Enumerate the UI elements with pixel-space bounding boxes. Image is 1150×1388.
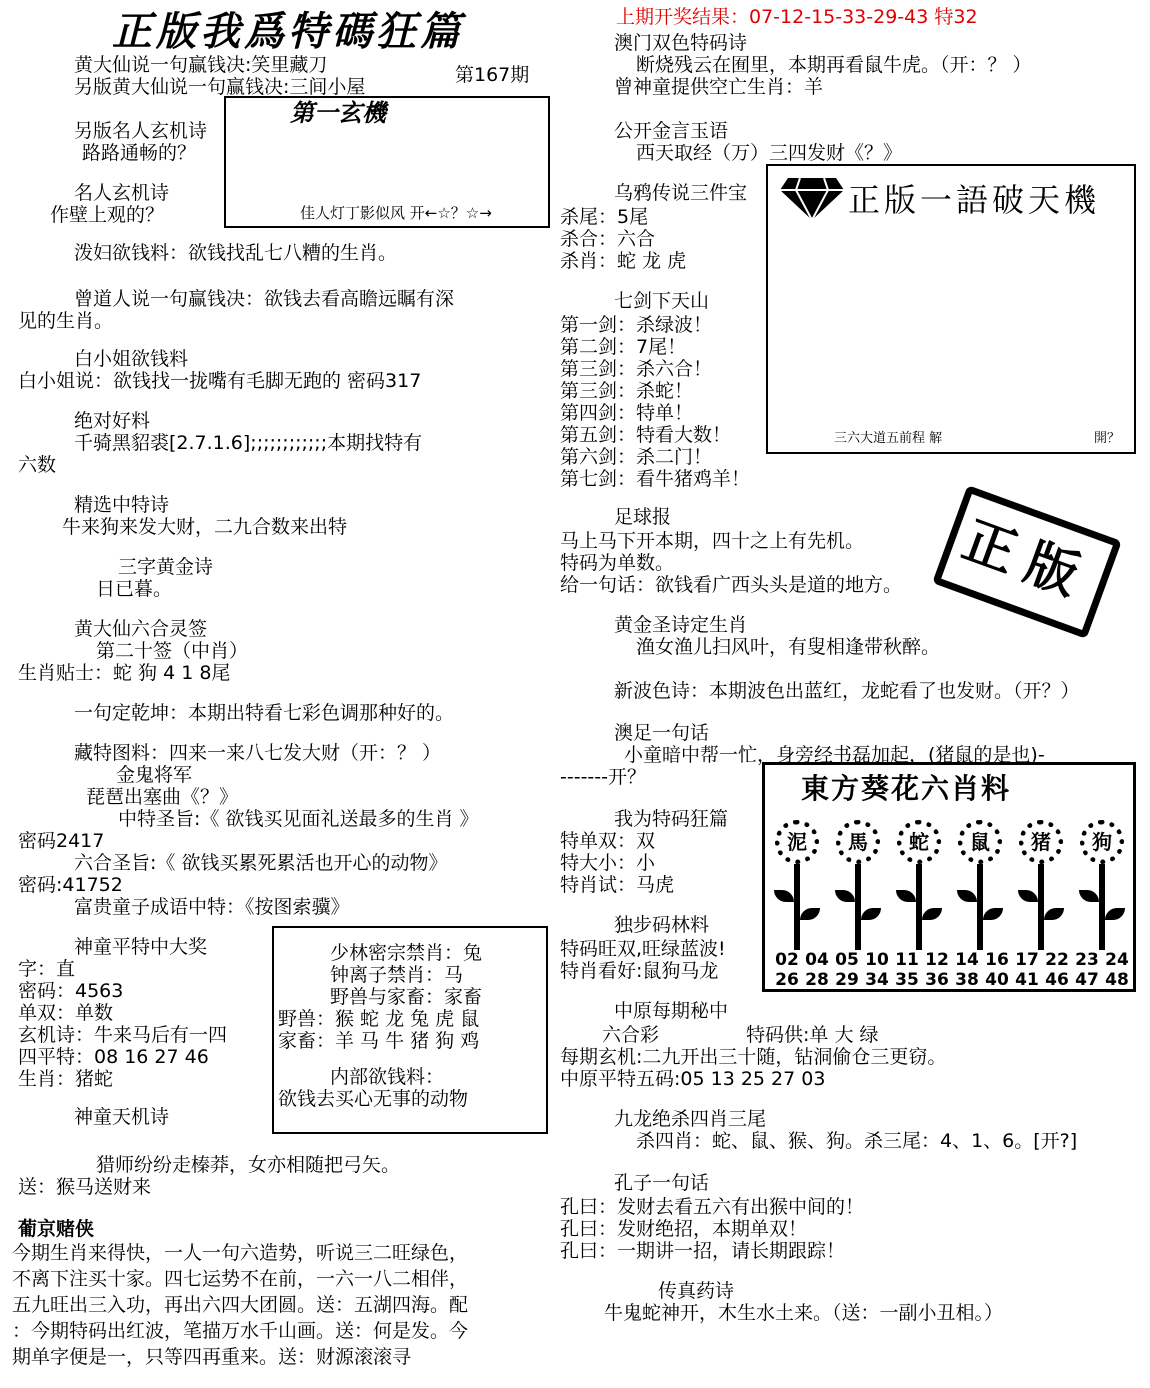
yiyu-box (766, 164, 1136, 454)
page-title: 正版我爲特碼狂篇 (112, 8, 464, 55)
right-line: 每期玄机:二九开出三十随，钻洞偷仓三更窃。 (560, 1046, 947, 1068)
number: 47 (1075, 970, 1099, 990)
shaolin-line: 欲钱去买心无事的动物 (278, 1088, 469, 1110)
right-line: 给一句话：欲钱看广西头头是道的地方。 (560, 574, 903, 596)
right-line: 七剑下天山 (614, 290, 710, 312)
number: 41 (1015, 970, 1039, 990)
right-line: 杀尾：5尾 (560, 206, 649, 228)
right-line: 新波色诗：本期波色出蓝红，龙蛇看了也发财。（开？） (614, 680, 1080, 702)
number: 22 (1045, 950, 1069, 970)
sunflower-icon: 馬 (836, 820, 880, 864)
right-line: 马上马下开本期，四十之上有先机。 (560, 530, 865, 552)
left-line: 金鬼将军 (116, 764, 193, 786)
right-line: 中原平特五码:05 13 25 27 03 (560, 1068, 826, 1090)
right-line: 澳足一句话 (614, 722, 710, 744)
left-line: 名人玄机诗 (74, 182, 170, 204)
left-line: 绝对好料 (74, 410, 151, 432)
yiyu-title: 正版一語破天機 (848, 181, 1101, 219)
right-line: 足球报 (614, 506, 672, 528)
left-line: 生肖：猪蛇 (18, 1068, 114, 1090)
right-line: 孔曰：发财去看五六有出猴中间的！ (560, 1196, 865, 1218)
number: 38 (955, 970, 979, 990)
xuanji-title: 第一玄機 (290, 99, 386, 127)
right-line: 特码为单数。 (560, 552, 675, 574)
flower-row (768, 820, 1132, 950)
left-line: 另版名人玄机诗 (74, 120, 208, 142)
right-line: 孔曰：发财绝招，本期单双！ (560, 1218, 808, 1240)
left-line: 五九旺出三入功，再出六四大团圆。送：五湖四海。配 (12, 1294, 469, 1316)
right-line: 第七剑：看牛猪鸡羊！ (560, 468, 751, 490)
left-line: 密码:41752 (18, 874, 123, 896)
left-line: 另版黄大仙说一句赢钱决:三间小屋 (74, 76, 366, 98)
zhengban-stamp: 正版 (932, 485, 1122, 639)
last-result: 上期开奖结果：07-12-15-33-29-43 特32 (616, 6, 978, 28)
right-line: 渔女渔儿扫风叶，有叟相逢带秋醉。 (636, 636, 941, 658)
number: 40 (985, 970, 1009, 990)
left-line: 一句定乾坤：本期出特看七彩色调那种好的。 (74, 702, 455, 724)
right-line: 中原每期秘中 (614, 1000, 729, 1022)
right-line: 特码供:单 大 绿 (746, 1024, 879, 1046)
left-line: 见的生肖。 (18, 310, 114, 332)
number: 46 (1045, 970, 1069, 990)
left-line: 期单字便是一，只等四再重来。送：财源滚滚寻 (12, 1346, 412, 1368)
left-line: 单双：单数 (18, 1002, 114, 1024)
right-line: -------开？ (560, 766, 646, 788)
right-line: 杀肖：蛇 龙 虎 (560, 250, 687, 272)
right-line: 特肖看好:鼠狗马龙 (560, 960, 719, 982)
right-line: 特肖试：马虎 (560, 874, 675, 896)
number: 17 (1015, 950, 1039, 970)
sunflower-icon: 蛇 (897, 820, 941, 864)
left-line: 不离下注买十家。四七运势不在前，一六一八二相伴， (12, 1268, 469, 1290)
diamond-icon (778, 176, 846, 222)
right-line: 第五剑：特看大数！ (560, 424, 732, 446)
left-line: 第二十签（中肖） (96, 640, 249, 662)
left-line: 葡京赌侠 (18, 1218, 95, 1240)
right-line: 第一剑：杀绿波！ (560, 314, 713, 336)
numbers-row-1 (772, 950, 1132, 970)
left-line: 神童天机诗 (74, 1106, 170, 1128)
issue-number: 第167期 (455, 64, 530, 86)
right-line: 第三剑：杀六合！ (560, 358, 713, 380)
shaolin-line: 少林密宗禁肖：兔 (330, 942, 483, 964)
left-line: 六合圣旨:《 欲钱买累死累活也开心的动物》 (74, 852, 448, 874)
number: 02 (775, 950, 799, 970)
right-line: 小童暗中帮一忙，身旁经书磊加起，(猪鼠的是也)- (624, 744, 1045, 766)
right-line: 断烧残云在囿里，本期再看鼠牛虎。（开：？ ） (636, 54, 1032, 76)
sunflower-icon: 泥 (775, 820, 819, 864)
left-line: ：今期特码出红波，笔描万水千山画。送：何是发。今 (12, 1320, 469, 1342)
right-line: 公开金言玉语 (614, 120, 729, 142)
left-line: 四平特：08 16 27 46 (18, 1046, 209, 1068)
right-line: 第六剑：杀二门！ (560, 446, 713, 468)
shaolin-box (272, 926, 548, 1134)
number: 14 (955, 950, 979, 970)
yiyu-footer-right: 開？ (1094, 431, 1121, 446)
right-line: 曾神童提供空亡生肖：羊 (614, 76, 824, 98)
number: 05 (835, 950, 859, 970)
number: 23 (1075, 950, 1099, 970)
right-line: 第三剑：杀蛇！ (560, 380, 694, 402)
left-line: 玄机诗：牛来马后有一四 (18, 1024, 228, 1046)
left-line: 路路通畅的？ (82, 142, 197, 164)
left-line: 牛来狗来发大财，二九合数来出特 (62, 516, 348, 538)
left-line: 中特圣旨:《 欲钱买见面礼送最多的生肖 》 (118, 808, 479, 830)
right-line: 六合彩 (602, 1024, 660, 1046)
right-line: 独步码林料 (614, 914, 710, 936)
left-line: 曾道人说一句赢钱决：欲钱去看高瞻远瞩有深 (74, 288, 455, 310)
left-line: 琵琶出塞曲《？》 (86, 786, 239, 808)
left-line: 黄大仙六合灵签 (74, 618, 208, 640)
right-line: 孔子一句话 (614, 1172, 710, 1194)
left-line: 密码：4563 (18, 980, 124, 1002)
left-line: 生肖贴士：蛇 狗 4 1 8尾 (18, 662, 231, 684)
right-line: 牛鬼蛇神开，木生水土来。（送：一副小丑相。） (604, 1302, 1004, 1324)
right-line: 九龙绝杀四肖三尾 (614, 1108, 767, 1130)
right-line: 特单双：双 (560, 830, 656, 852)
left-line: 精选中特诗 (74, 494, 170, 516)
shaolin-line: 钟离子禁肖：马 (330, 964, 464, 986)
right-line: 我为特码狂篇 (614, 808, 729, 830)
number: 48 (1105, 970, 1129, 990)
xuanji-box (224, 96, 550, 228)
right-line: 第四剑：特单！ (560, 402, 694, 424)
sunflower-icon: 猪 (1019, 820, 1063, 864)
right-line: 传真药诗 (658, 1280, 735, 1302)
left-line: 神童平特中大奖 (74, 936, 208, 958)
left-line: 富贵童子成语中特：《按图索骥》 (74, 896, 350, 918)
left-line: 白小姐欲钱料 (74, 348, 189, 370)
left-line: 黄大仙说一句赢钱决:笑里藏刀 (74, 54, 328, 76)
shaolin-line: 内部欲钱料： (330, 1066, 445, 1088)
number: 34 (865, 970, 889, 990)
left-line: 送：猴马送财来 (18, 1176, 152, 1198)
left-line: 作壁上观的？ (50, 204, 165, 226)
sunflower-icon: 狗 (1080, 820, 1124, 864)
left-line: 猎师纷纷走榛莽，女亦相随把弓矢。 (96, 1154, 401, 1176)
shaolin-line: 野兽：猴 蛇 龙 兔 虎 鼠 (278, 1008, 480, 1030)
number: 04 (805, 950, 829, 970)
right-line: 特大小：小 (560, 852, 656, 874)
shaolin-line: 野兽与家畜：家畜 (330, 986, 483, 1008)
number: 26 (775, 970, 799, 990)
number: 28 (805, 970, 829, 990)
number: 12 (925, 950, 949, 970)
number: 36 (925, 970, 949, 990)
right-line: 第二剑：7尾！ (560, 336, 687, 358)
left-line: 泼妇欲钱料：欲钱找乱七八糟的生肖。 (74, 242, 398, 264)
right-line: 孔曰：一期讲一招，请长期跟踪！ (560, 1240, 846, 1262)
kuihua-numbers (772, 950, 1132, 990)
number: 10 (865, 950, 889, 970)
right-line: 澳门双色特码诗 (614, 32, 748, 54)
right-line: 西天取经（万）三四发财《？》 (636, 142, 903, 164)
number: 29 (835, 970, 859, 990)
number: 11 (895, 950, 919, 970)
left-line: 密码2417 (18, 830, 105, 852)
left-line: 白小姐说：欲钱找一拢嘴有毛脚无跑的 密码317 (18, 370, 422, 392)
right-line: 黄金圣诗定生肖 (614, 614, 748, 636)
right-line: 杀四肖：蛇、鼠、猴、狗。杀三尾：4、1、6。[开?] (636, 1130, 1078, 1152)
numbers-row-2 (772, 970, 1132, 990)
left-line: 字：直 (18, 958, 76, 980)
number: 16 (985, 950, 1009, 970)
sunflower-icon: 鼠 (958, 820, 1002, 864)
shaolin-line: 家畜：羊 马 牛 猪 狗 鸡 (278, 1030, 480, 1052)
left-line: 六数 (18, 454, 57, 476)
left-line: 今期生肖来得快，一人一句六造势，听说三二旺绿色， (12, 1242, 469, 1264)
left-line: 日已暮。 (96, 578, 173, 600)
left-line: 三字黄金诗 (118, 556, 214, 578)
number: 24 (1105, 950, 1129, 970)
right-line: 杀合：六合 (560, 228, 656, 250)
left-line: 千骑黑貂裘[2.7.1.6];;;;;;;;;;;;本期找特有 (74, 432, 423, 454)
kuihua-title: 東方葵花六肖料 (801, 772, 1012, 805)
left-line: 藏特图料：四来一来八七发大财（开：？ ） (74, 742, 442, 764)
xuanji-footer: 佳人灯丁影似风 开←☆？☆→ (300, 204, 492, 222)
right-line: 乌鸦传说三件宝 (614, 182, 748, 204)
yiyu-footer-left: 三六大道五前程 解 (834, 431, 943, 446)
right-line: 特码旺双,旺绿蓝波! (560, 938, 726, 960)
number: 35 (895, 970, 919, 990)
